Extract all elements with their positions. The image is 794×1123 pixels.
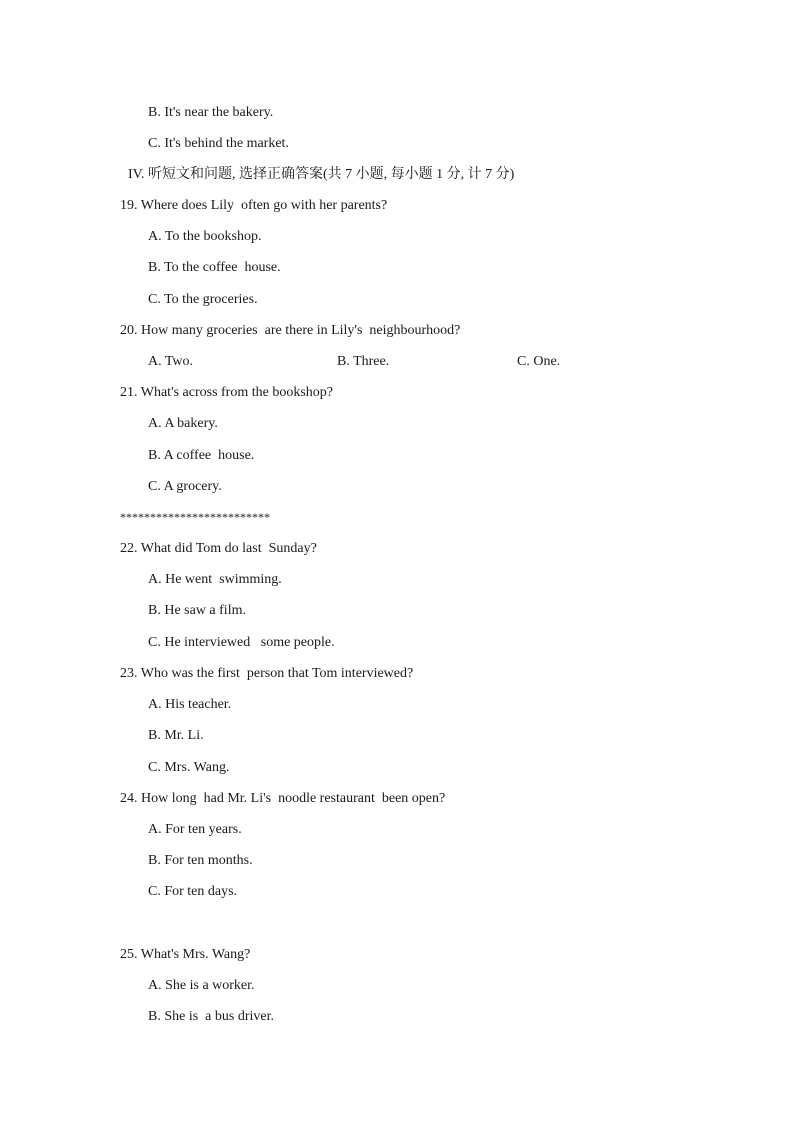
prev-option-b: B. It's near the bakery.	[148, 105, 274, 120]
question-25: 25. What's Mrs. Wang?	[120, 947, 251, 962]
option: B. Three.	[337, 354, 390, 369]
question-21: 21. What's across from the bookshop?	[120, 385, 334, 400]
option: B. To the coffee house.	[148, 260, 281, 275]
question-20: 20. How many groceries are there in Lily's neighbourhood?	[120, 323, 461, 338]
separator: *************************	[120, 510, 270, 524]
question-24: 24. How long had Mr. Li's noodle restaurant been open?	[120, 791, 446, 806]
prev-option-c: C. It's behind the market.	[148, 136, 289, 151]
option: B. She is a bus driver.	[148, 1009, 274, 1024]
option: B. For ten months.	[148, 853, 253, 868]
option: A. He went swimming.	[148, 572, 282, 587]
option: C. For ten days.	[148, 884, 238, 899]
option: A. Two.	[148, 354, 194, 369]
option: A. A bakery.	[148, 416, 218, 431]
question-22: 22. What did Tom do last Sunday?	[120, 541, 317, 556]
option: A. His teacher.	[148, 697, 232, 712]
option: C. A grocery.	[148, 479, 222, 494]
option: A. For ten years.	[148, 822, 242, 837]
option: C. Mrs. Wang.	[148, 760, 230, 775]
question-23: 23. Who was the first person that Tom interviewed?	[120, 666, 414, 681]
option: A. She is a worker.	[148, 978, 255, 993]
section-heading: IV. 听短文和问题, 选择正确答案(共 7 小题, 每小题 1 分, 计 7 分)	[128, 167, 515, 182]
option: B. Mr. Li.	[148, 728, 204, 743]
option: C. To the groceries.	[148, 292, 258, 307]
option: C. He interviewed some people.	[148, 635, 335, 650]
option: B. He saw a film.	[148, 603, 246, 618]
option: C. One.	[517, 354, 561, 369]
option: B. A coffee house.	[148, 448, 255, 463]
question-19: 19. Where does Lily often go with her parents?	[120, 198, 388, 213]
option: A. To the bookshop.	[148, 229, 262, 244]
